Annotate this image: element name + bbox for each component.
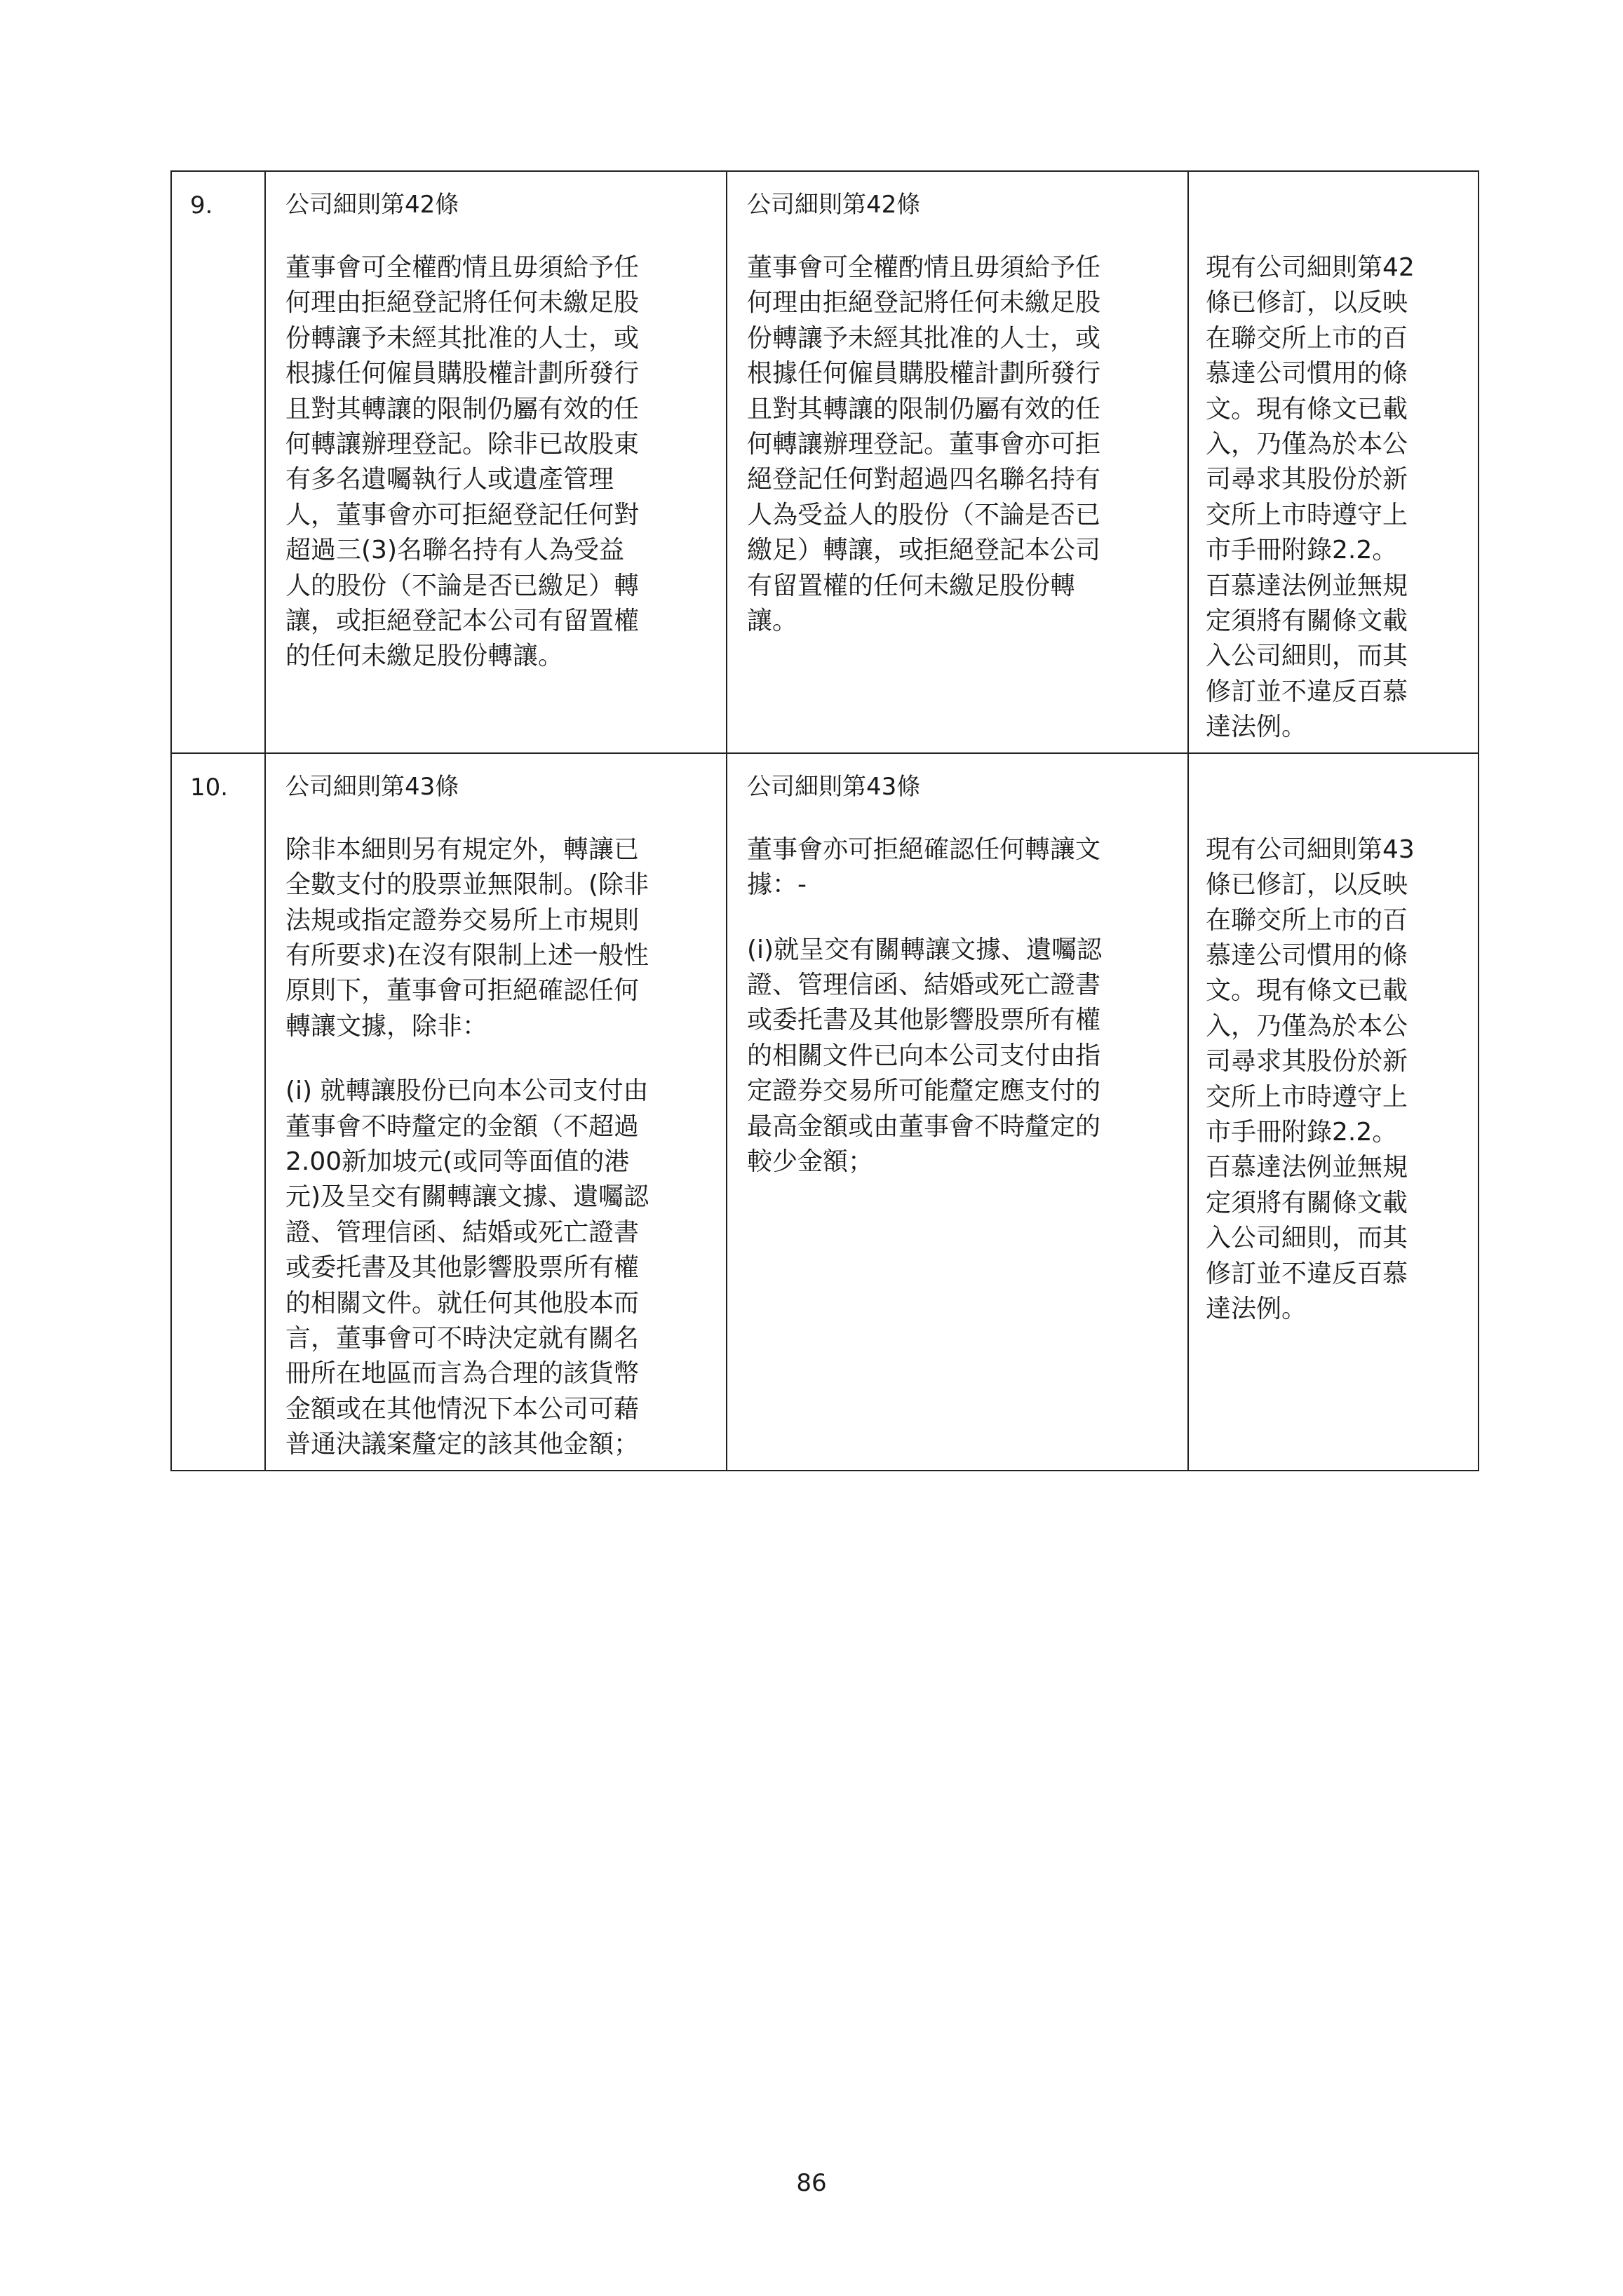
row-number: 10. — [171, 753, 265, 1471]
amended-provision-cell — [727, 753, 1188, 1471]
amended-provision-heading: 公司細則第43條 — [747, 772, 921, 801]
page-number: 86 — [796, 2169, 827, 2197]
explanation-text: 現有公司細則第43 條已修訂，以反映 在聯交所上市的百 慕達公司慣用的條 文。現有條文已載 入，乃僅為於本公 司尋求其股份於新 交所上市時遵守上 市手冊附錄2.2。 百慕達法例並無規 定須將有關條文載 入公司細則，而其 修訂並不違反百慕 達法例。 — [1206, 835, 1415, 1323]
amendment-comparison-table — [170, 170, 1479, 1471]
existing-provision-heading: 公司細則第43條 — [285, 772, 459, 801]
existing-provision-heading: 公司細則第42條 — [285, 191, 459, 219]
cell-spacer — [727, 1180, 1187, 1187]
amended-provision-heading: 公司細則第42條 — [747, 191, 921, 219]
amended-provision-paragraph: 董事會可全權酌情且毋須給予任 何理由拒絕登記將任何未繳足股 份轉讓予未經其批准的人士，或 根據任何僱員購股權計劃所發行 且對其轉讓的限制仍屬有效的任 何轉讓辦理登記。董事會亦可拒 絕登記任何對超過四名聯名持有 人為受益人的股份（不論是否已 繳足）轉讓，或拒絕登記本公司 有留置權的任何未繳足股份轉 讓。 — [747, 253, 1101, 636]
existing-provision-cell — [265, 171, 727, 753]
cell-spacer — [1189, 1327, 1478, 1334]
explanation-cell — [1188, 171, 1479, 753]
explanation-text: 現有公司細則第42 條已修訂，以反映 在聯交所上市的百 慕達公司慣用的條 文。現有條文已載 入，乃僅為於本公 司尋求其股份於新 交所上市時遵守上 市手冊附錄2.2。 百慕達法例並無規 定須將有關條文載 入公司細則，而其 修訂並不違反百慕 達法例。 — [1206, 253, 1415, 742]
table-body — [171, 171, 1479, 1471]
cell-spacer — [266, 1463, 726, 1470]
amended-provision-paragraph: 董事會亦可拒絕確認任何轉讓文 據：- — [747, 835, 1101, 900]
amended-provision-paragraph: (i)就呈交有關轉讓文據、遺囑認 證、管理信函、結婚或死亡證書 或委托書及其他影響股票所有權 的相關文件已向本公司支付由指 定證券交易所可能釐定應支付的 最高金額或由董事會不時釐定的 較少金額； — [747, 935, 1103, 1176]
explanation-cell — [1188, 753, 1479, 1471]
cell-spacer — [266, 675, 726, 682]
table-row — [171, 753, 1479, 1471]
table-row — [171, 171, 1479, 753]
row-number: 9. — [171, 171, 265, 753]
existing-provision-paragraph: (i) 就轉讓股份已向本公司支付由 董事會不時釐定的金額（不超過 2.00新加坡元(或同等面值的港 元)及呈交有關轉讓文據、遺囑認 證、管理信函、結婚或死亡證書 或委托書及其他影響股票所有權 的相關文件。就任何其他股本而 言，董事會可不時決定就有關名 冊所在地區而言為合理的該貨幣 金額或在其他情況下本公司可藉 普通決議案釐定的該其他金額； — [285, 1076, 649, 1459]
cell-spacer — [727, 639, 1187, 646]
existing-provision-cell — [265, 753, 727, 1471]
amended-provision-cell — [727, 171, 1188, 753]
cell-spacer — [1189, 745, 1478, 752]
existing-provision-paragraph: 董事會可全權酌情且毋須給予任 何理由拒絕登記將任何未繳足股 份轉讓予未經其批准的人士，或 根據任何僱員購股權計劃所發行 且對其轉讓的限制仍屬有效的任 何轉讓辦理登記。除非已故股東 有多名遺囑執行人或遺產管理 人，董事會亦可拒絕登記任何對 超過三(3)名聯名持有人為受益 人的股份（不論是否已繳足）轉 讓，或拒絕登記本公司有留置權 的任何未繳足股份轉讓。 — [285, 253, 640, 671]
existing-provision-paragraph: 除非本細則另有規定外，轉讓已 全數支付的股票並無限制。(除非 法規或指定證券交易所上市規則 有所要求)在沒有限制上述一般性 原則下，董事會可拒絕確認任何 轉讓文據，除非： — [285, 835, 649, 1041]
